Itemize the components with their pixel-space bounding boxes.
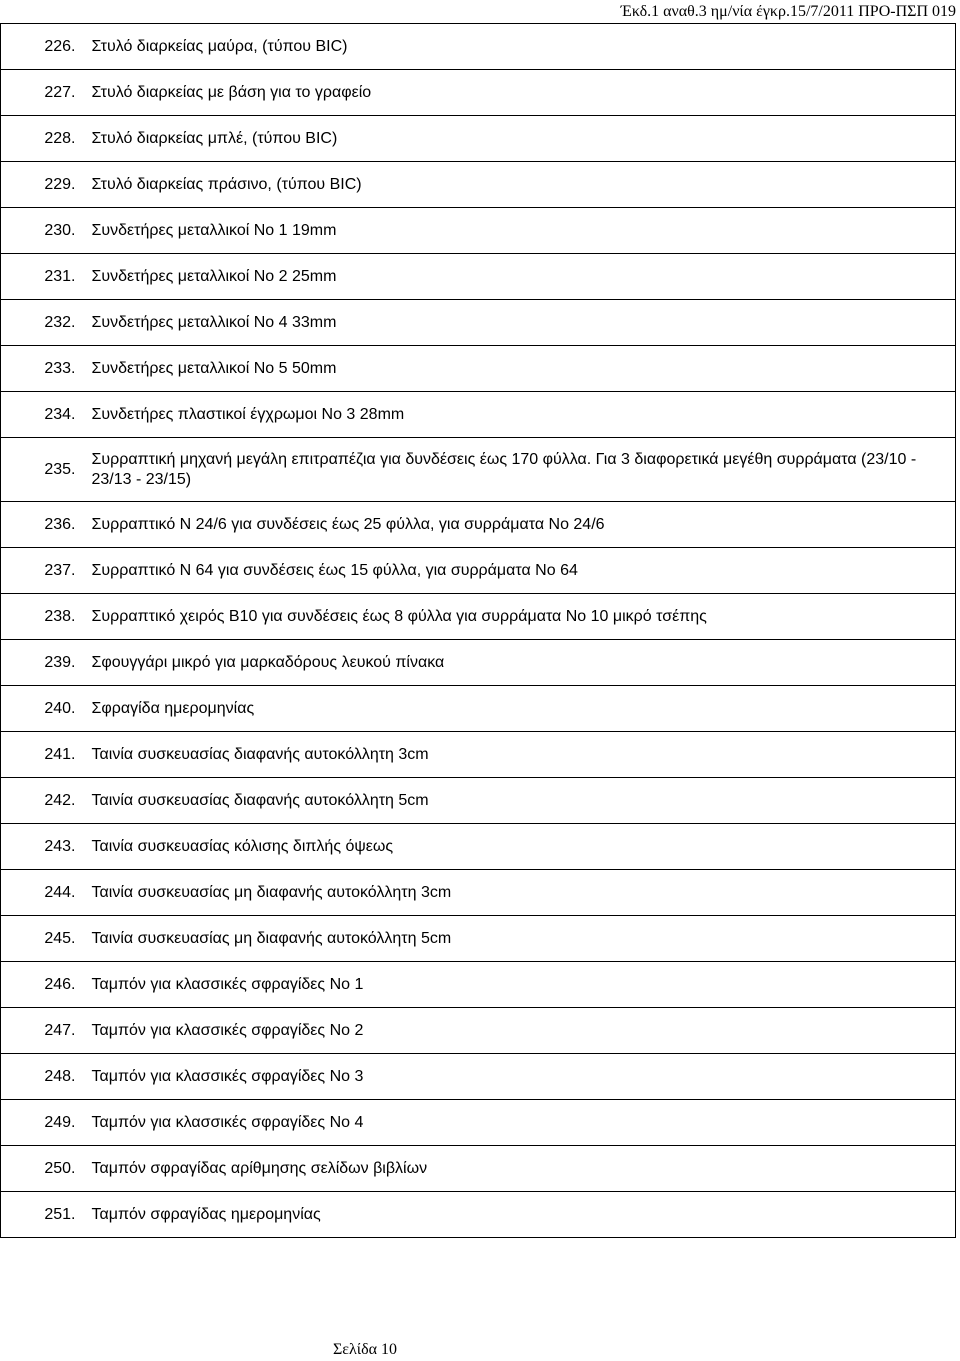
table-row — [1, 116, 956, 162]
items-table — [0, 23, 956, 1238]
item-number: 230. — [1, 208, 80, 254]
item-description: Συρραπτικό Ν 64 για συνδέσεις έως 15 φύλλα, για συρράματα Νο 64 — [80, 548, 956, 594]
page-number: Σελίδα 10 — [332, 1341, 397, 1358]
table-row — [1, 1192, 956, 1238]
item-description: Ταινία συσκευασίας διαφανής αυτοκόλλητη 5cm — [80, 778, 956, 824]
item-number: 232. — [1, 300, 80, 346]
item-description: Συρραπτικό χειρός Β10 για συνδέσεις έως 8 φύλλα για συρράματα Νο 10 μικρό τσέπης — [80, 594, 956, 640]
item-description: Συνδετήρες μεταλλικοί Νο 5 50mm — [80, 346, 956, 392]
table-row — [1, 1054, 956, 1100]
item-description: Ταινία συσκευασίας μη διαφανής αυτοκόλλητη 3cm — [80, 870, 956, 916]
item-number: 233. — [1, 346, 80, 392]
item-description: Στυλό διαρκείας μπλέ, (τύπου BIC) — [80, 116, 956, 162]
item-description: Σφραγίδα ημερομηνίας — [80, 686, 956, 732]
table-row — [1, 1146, 956, 1192]
item-description: Ταινία συσκευασίας διαφανής αυτοκόλλητη 3cm — [80, 732, 956, 778]
item-number: 250. — [1, 1146, 80, 1192]
item-description: Ταινία συσκευασίας κόλισης διπλής όψεως — [80, 824, 956, 870]
table-row — [1, 548, 956, 594]
table-row — [1, 824, 956, 870]
table-row — [1, 870, 956, 916]
table-row — [1, 502, 956, 548]
item-number: 241. — [1, 732, 80, 778]
item-number: 227. — [1, 70, 80, 116]
table-row — [1, 640, 956, 686]
item-number: 249. — [1, 1100, 80, 1146]
item-description: Στυλό διαρκείας με βάση για το γραφείο — [80, 70, 956, 116]
item-description: Ταμπόν για κλασσικές σφραγίδες Νο 1 — [80, 962, 956, 1008]
item-description: Ταινία συσκευασίας μη διαφανής αυτοκόλλητη 5cm — [80, 916, 956, 962]
item-number: 226. — [1, 24, 80, 70]
item-number: 242. — [1, 778, 80, 824]
item-number: 245. — [1, 916, 80, 962]
table-row — [1, 254, 956, 300]
item-number: 246. — [1, 962, 80, 1008]
item-description: Συρραπτικό Ν 24/6 για συνδέσεις έως 25 φύλλα, για συρράματα Νο 24/6 — [80, 502, 956, 548]
table-row — [1, 346, 956, 392]
table-row — [1, 778, 956, 824]
item-description: Συνδετήρες μεταλλικοί Νο 2 25mm — [80, 254, 956, 300]
item-description: Συρραπτική μηχανή μεγάλη επιτραπέζια για δυνδέσεις έως 170 φύλλα. Για 3 διαφορετικά μεγέθη συρράματα (23/10 - 23/13 - 23/15) — [80, 438, 956, 502]
item-description: Σφουγγάρι μικρό για μαρκαδόρους λευκού πίνακα — [80, 640, 956, 686]
item-description: Ταμπόν για κλασσικές σφραγίδες Νο 3 — [80, 1054, 956, 1100]
item-number: 237. — [1, 548, 80, 594]
table-row — [1, 686, 956, 732]
item-number: 239. — [1, 640, 80, 686]
table-row — [1, 1100, 956, 1146]
table-row — [1, 70, 956, 116]
item-number: 248. — [1, 1054, 80, 1100]
table-row — [1, 916, 956, 962]
items-table-body — [1, 24, 956, 1238]
table-row — [1, 1008, 956, 1054]
table-row — [1, 732, 956, 778]
item-number: 234. — [1, 392, 80, 438]
item-number: 235. — [1, 438, 80, 502]
item-number: 243. — [1, 824, 80, 870]
item-number: 238. — [1, 594, 80, 640]
table-row — [1, 594, 956, 640]
item-number: 244. — [1, 870, 80, 916]
item-description: Συνδετήρες μεταλλικοί Νο 4 33mm — [80, 300, 956, 346]
table-row — [1, 392, 956, 438]
item-number: 228. — [1, 116, 80, 162]
table-row — [1, 438, 956, 502]
table-row — [1, 208, 956, 254]
item-number: 236. — [1, 502, 80, 548]
item-number: 247. — [1, 1008, 80, 1054]
document-reference: Έκδ.1 αναθ.3 ημ/νία έγκρ.15/7/2011 ΠΡΟ-ΠΣΠ 019 — [620, 3, 956, 20]
table-row — [1, 24, 956, 70]
item-description: Ταμπόν σφραγίδας ημερομηνίας — [80, 1192, 956, 1238]
item-description: Ταμπόν για κλασσικές σφραγίδες Νο 2 — [80, 1008, 956, 1054]
item-description: Στυλό διαρκείας πράσινο, (τύπου BIC) — [80, 162, 956, 208]
item-description: Ταμπόν σφραγίδας αρίθμησης σελίδων βιβλίων — [80, 1146, 956, 1192]
item-description: Συνδετήρες μεταλλικοί Νο 1 19mm — [80, 208, 956, 254]
table-row — [1, 962, 956, 1008]
item-number: 251. — [1, 1192, 80, 1238]
item-description: Στυλό διαρκείας μαύρα, (τύπου BIC) — [80, 24, 956, 70]
item-number: 231. — [1, 254, 80, 300]
table-row — [1, 300, 956, 346]
item-number: 229. — [1, 162, 80, 208]
table-row — [1, 162, 956, 208]
item-number: 240. — [1, 686, 80, 732]
item-description: Συνδετήρες πλαστικοί έγχρωμοι Νο 3 28mm — [80, 392, 956, 438]
item-description: Ταμπόν για κλασσικές σφραγίδες Νο 4 — [80, 1100, 956, 1146]
